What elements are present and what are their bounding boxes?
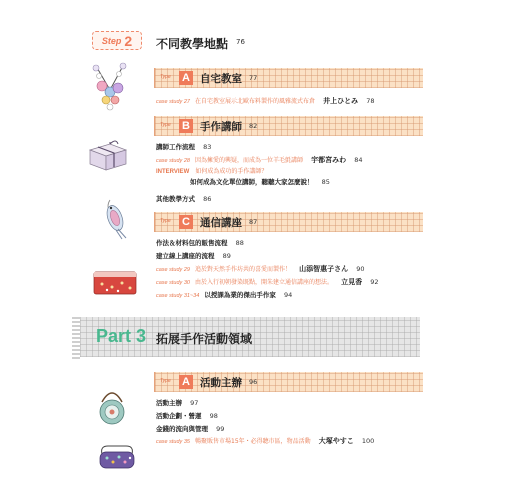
gift-box-illustration [86,138,130,174]
round-bag-illustration [94,386,130,426]
type-word: Type [160,378,171,384]
entry-title: 活動企劃・營運 [156,412,202,420]
entry-page: 97 [190,399,199,407]
entry-author: 立見香 [341,278,363,286]
entry-title: 建立線上講座的流程 [156,252,215,260]
step-word: Step [101,35,122,46]
entry-page: 99 [216,425,225,433]
entry-title: 活動主辦 [156,399,182,407]
entry-title: 以授課為業的傑出手作家 [204,291,276,299]
toc-row[interactable] [156,238,244,247]
entry-title: 如何成為文化單位講師，聽聽大家怎麼說！ [190,178,314,186]
toc-row[interactable] [156,166,267,175]
type-letter: B [179,119,193,133]
type-title: 手作講師 [200,121,242,133]
type-page: 96 [249,378,258,386]
entry-page: 94 [283,291,293,299]
type-letter: A [179,375,193,389]
toc-row[interactable] [156,155,362,165]
case-study-label: case study 31~34 [156,293,200,299]
type-bar-event-hosting [154,372,423,392]
step-badge [92,31,142,50]
entry-page: 78 [366,97,375,105]
entry-title: 講師工作流程 [156,143,195,151]
entry-page: 84 [354,156,363,164]
type-title: 自宅教室 [200,73,242,85]
type-title: 通信講座 [200,217,242,229]
type-letter: A [179,71,193,85]
entry-title: 金錢的流向與管理 [156,425,208,433]
toc-row[interactable] [190,177,330,186]
type-bar-correspondence [154,212,423,232]
case-study-label: case study 27 [156,99,190,105]
type-word: Type [160,74,171,80]
entry-author: 宇都宮みわ [311,156,347,164]
entry-page: 88 [235,239,244,247]
step-page-number: 76 [236,38,245,46]
type-page: 82 [249,122,258,130]
entry-page: 83 [203,143,212,151]
step-number: 2 [124,32,133,49]
toc-row[interactable] [156,424,224,433]
interview-label: INTERVIEW [156,169,190,175]
part-title: 拓展手作活動領域 [156,332,253,346]
entry-title: 如何成為成功的手作講師？ [195,168,268,175]
toc-row[interactable] [156,277,378,287]
toc-row[interactable] [156,436,374,446]
fabric-pouch-illustration [92,268,138,298]
entry-page: 90 [356,265,365,273]
type-word: Type [160,122,171,128]
type-bar-craft-instructor [154,116,423,136]
bracelet-illustration [86,60,132,114]
type-word: Type [160,218,171,224]
entry-title: 因為擁愛的興疑，而成為一位羊毛氈講師 [195,157,304,164]
type-page: 87 [249,218,258,226]
toc-row[interactable] [156,290,292,299]
part-band-edge [72,315,80,359]
case-study-label: case study 29 [156,267,190,273]
entry-page: 89 [222,252,231,260]
entry-page: 92 [370,278,379,286]
step-title: 不同教學地點 [156,37,229,51]
type-page: 77 [249,74,258,82]
entry-title: 追於對天然手作坊共的喜愛而製作！ [195,266,292,273]
toc-row[interactable] [156,264,364,274]
entry-author: 大塚やすこ [318,437,354,445]
type-letter: C [179,215,193,229]
beaded-pouch-illustration [96,440,138,472]
case-study-label: case study 30 [156,280,190,286]
case-study-label: case study 35 [156,439,190,445]
entry-title: 在自宅教室展示北歐布料製作的風雅流式布倉 [195,98,316,105]
type-title: 活動主辦 [200,377,242,389]
case-study-label: case study 28 [156,158,190,164]
toc-row[interactable] [156,251,231,260]
toc-row[interactable] [156,142,211,151]
bird-ornament-illustration [102,196,132,240]
toc-row[interactable] [156,398,198,407]
entry-title: 其他教學方式 [156,195,195,203]
entry-title: 由於入行初朝發染既點，開朱建立通信講座的想法。 [195,279,334,286]
entry-page: 85 [321,178,330,186]
toc-row[interactable] [156,411,218,420]
entry-author: 井上ひとみ [323,97,359,105]
toc-row[interactable] [156,96,374,106]
entry-page: 100 [361,437,375,445]
entry-title: 暢聚販售市場15年・必得聽市區，物品活動 [195,438,311,445]
part-number: Part 3 [96,326,147,346]
entry-page: 86 [203,195,212,203]
entry-author: 山添智惠子さん [299,265,349,273]
toc-row[interactable] [156,194,211,203]
type-bar-home-classroom [154,68,423,88]
entry-title: 作法＆材料包的販售流程 [156,239,228,247]
entry-page: 98 [209,412,218,420]
